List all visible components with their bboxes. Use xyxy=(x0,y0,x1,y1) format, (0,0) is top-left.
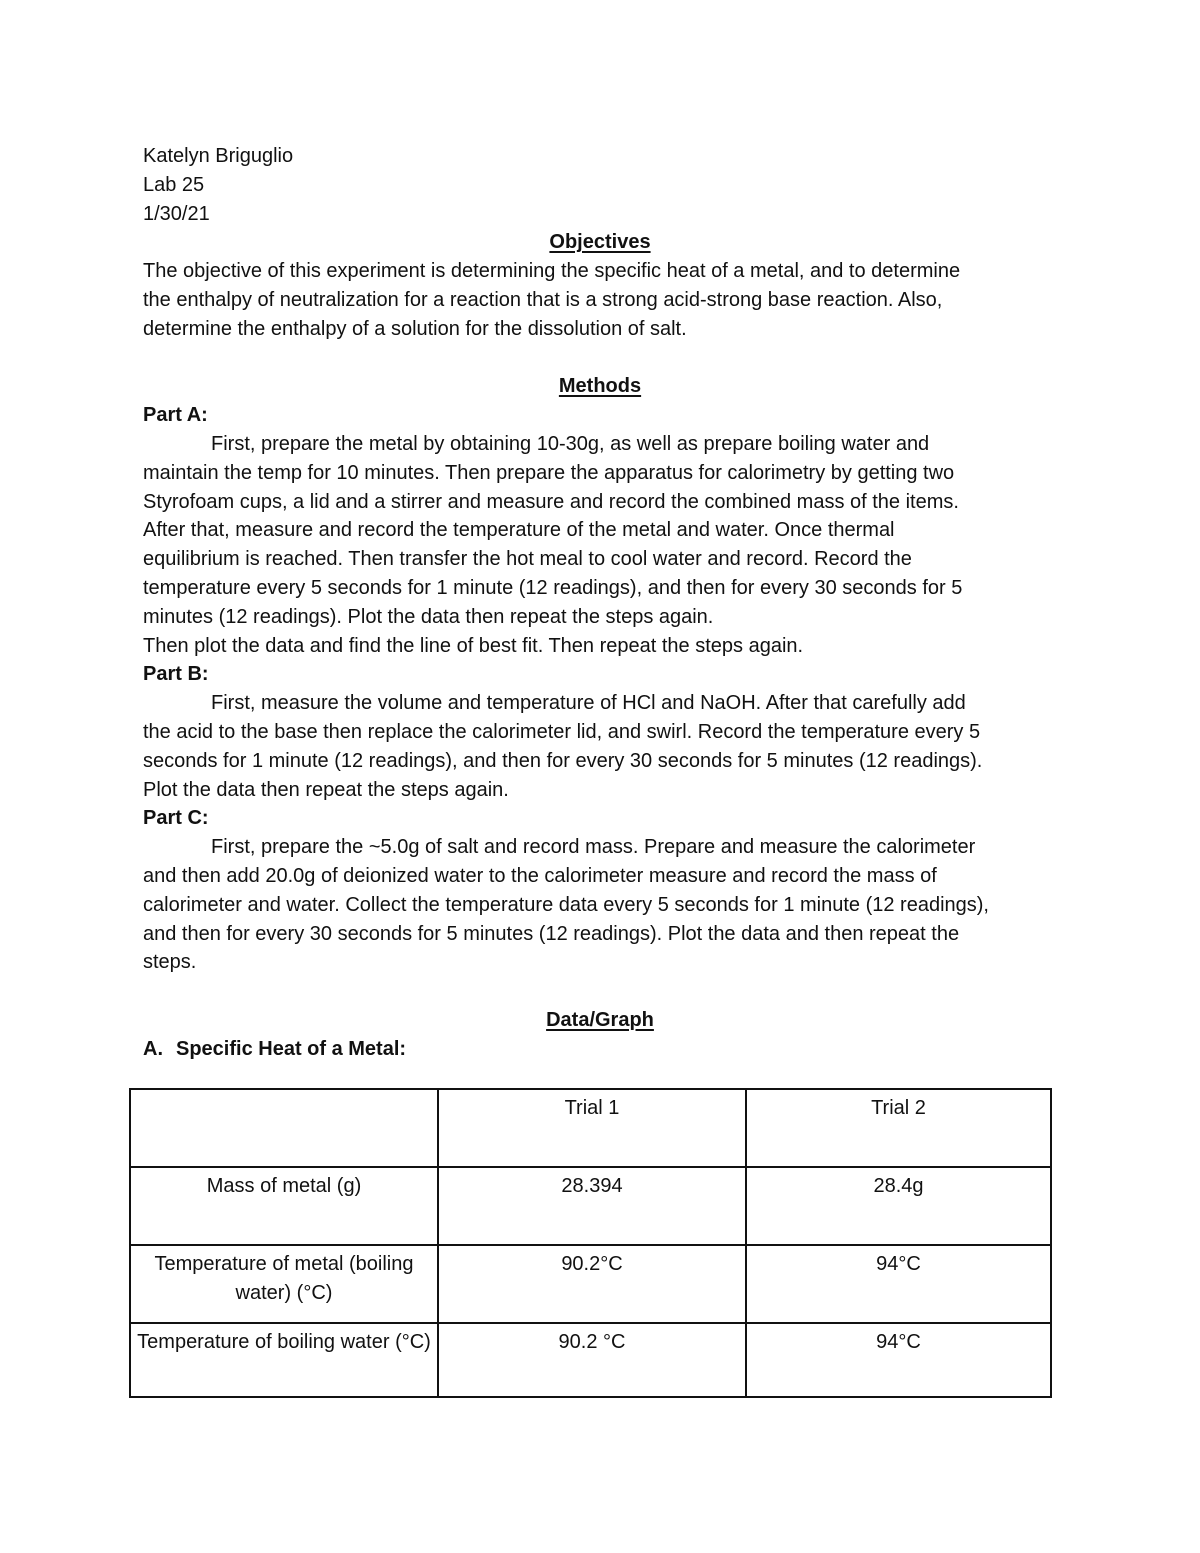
table-header-cell xyxy=(130,1089,438,1167)
objectives-paragraph xyxy=(143,257,1057,343)
document-page xyxy=(143,142,1057,1064)
part-b-line: First, measure the volume and temperature of HCl and NaOH. After that carefully add xyxy=(211,692,966,715)
objectives-line: determine the enthalpy of a solution for the dissolution of salt. xyxy=(143,317,687,340)
table-cell: Temperature of boiling water (°C) xyxy=(130,1323,438,1397)
table-header-row xyxy=(130,1089,1051,1167)
section-a-title: Specific Heat of a Metal: xyxy=(176,1037,407,1060)
table-header-cell: Trial 2 xyxy=(746,1089,1051,1167)
part-a-line: Styrofoam cups, a lid and a stirrer and measure and record the combined mass of the items. xyxy=(143,490,959,513)
part-a-line: minutes (12 readings). Plot the data then repeat the steps again. xyxy=(143,605,714,628)
objectives-line: the enthalpy of neutralization for a reaction that is a strong acid-strong base reaction. Also, xyxy=(143,288,943,311)
table-cell: Mass of metal (g) xyxy=(130,1167,438,1245)
part-c-line: First, prepare the ~5.0g of salt and record mass. Prepare and measure the calorimeter xyxy=(211,836,976,859)
part-a-label: Part A: xyxy=(143,404,208,427)
part-a-paragraph xyxy=(143,430,1057,660)
table-row xyxy=(130,1245,1051,1323)
section-a-heading xyxy=(143,1035,1057,1064)
table-cell: 90.2 °C xyxy=(438,1323,746,1397)
part-a-line: First, prepare the metal by obtaining 10-30g, as well as prepare boiling water and xyxy=(211,432,930,455)
section-a-letter: A. xyxy=(143,1037,163,1060)
part-c-paragraph xyxy=(143,833,1057,977)
lab-date: 1/30/21 xyxy=(143,202,210,225)
table-header-cell: Trial 1 xyxy=(438,1089,746,1167)
part-c-line: and then for every 30 seconds for 5 minutes (12 readings). Plot the data and then repeat the xyxy=(143,922,960,945)
part-c-label: Part C: xyxy=(143,807,209,830)
table-cell: Temperature of metal (boiling water) (°C) xyxy=(130,1245,438,1323)
part-b-line: Plot the data then repeat the steps again. xyxy=(143,778,509,801)
table-cell: 28.394 xyxy=(438,1167,746,1245)
methods-heading: Methods xyxy=(558,375,642,398)
part-a-line: After that, measure and record the temperature of the metal and water. Once thermal xyxy=(143,519,895,542)
lab-number: Lab 25 xyxy=(143,173,205,196)
part-c-line: calorimeter and water. Collect the temperature data every 5 seconds for 1 minute (12 readings), xyxy=(143,893,989,916)
specific-heat-table xyxy=(129,1088,1052,1398)
part-b-line: seconds for 1 minute (12 readings), and then for every 30 seconds for 5 minutes (12 readings). xyxy=(143,749,983,772)
part-a-line: equilibrium is reached. Then transfer the hot meal to cool water and record. Record the xyxy=(143,548,912,571)
table-cell: 90.2°C xyxy=(438,1245,746,1323)
part-c-line: steps. xyxy=(143,951,197,974)
part-b-label: Part B: xyxy=(143,663,209,686)
objectives-heading: Objectives xyxy=(549,231,651,254)
part-a-line: temperature every 5 seconds for 1 minute (12 readings), and then for every 30 seconds for 5 xyxy=(143,576,963,599)
part-b-paragraph xyxy=(143,689,1057,804)
table-cell: 94°C xyxy=(746,1323,1051,1397)
part-c-line: and then add 20.0g of deionized water to the calorimeter measure and record the mass of xyxy=(143,864,937,887)
table-cell: 28.4g xyxy=(746,1167,1051,1245)
table-row xyxy=(130,1323,1051,1397)
part-a-line: maintain the temp for 10 minutes. Then prepare the apparatus for calorimetry by getting two xyxy=(143,461,955,484)
spacer xyxy=(143,977,1057,1006)
table-row xyxy=(130,1167,1051,1245)
table-cell: 94°C xyxy=(746,1245,1051,1323)
author-name: Katelyn Briguglio xyxy=(143,145,294,167)
part-b-line: the acid to the base then replace the calorimeter lid, and swirl. Record the temperature every 5 xyxy=(143,720,981,743)
objectives-line: The objective of this experiment is determining the specific heat of a metal, and to determine xyxy=(143,260,961,283)
part-a-line: Then plot the data and find the line of best fit. Then repeat the steps again. xyxy=(143,634,804,657)
data-graph-heading: Data/Graph xyxy=(546,1008,654,1031)
spacer xyxy=(143,344,1057,373)
